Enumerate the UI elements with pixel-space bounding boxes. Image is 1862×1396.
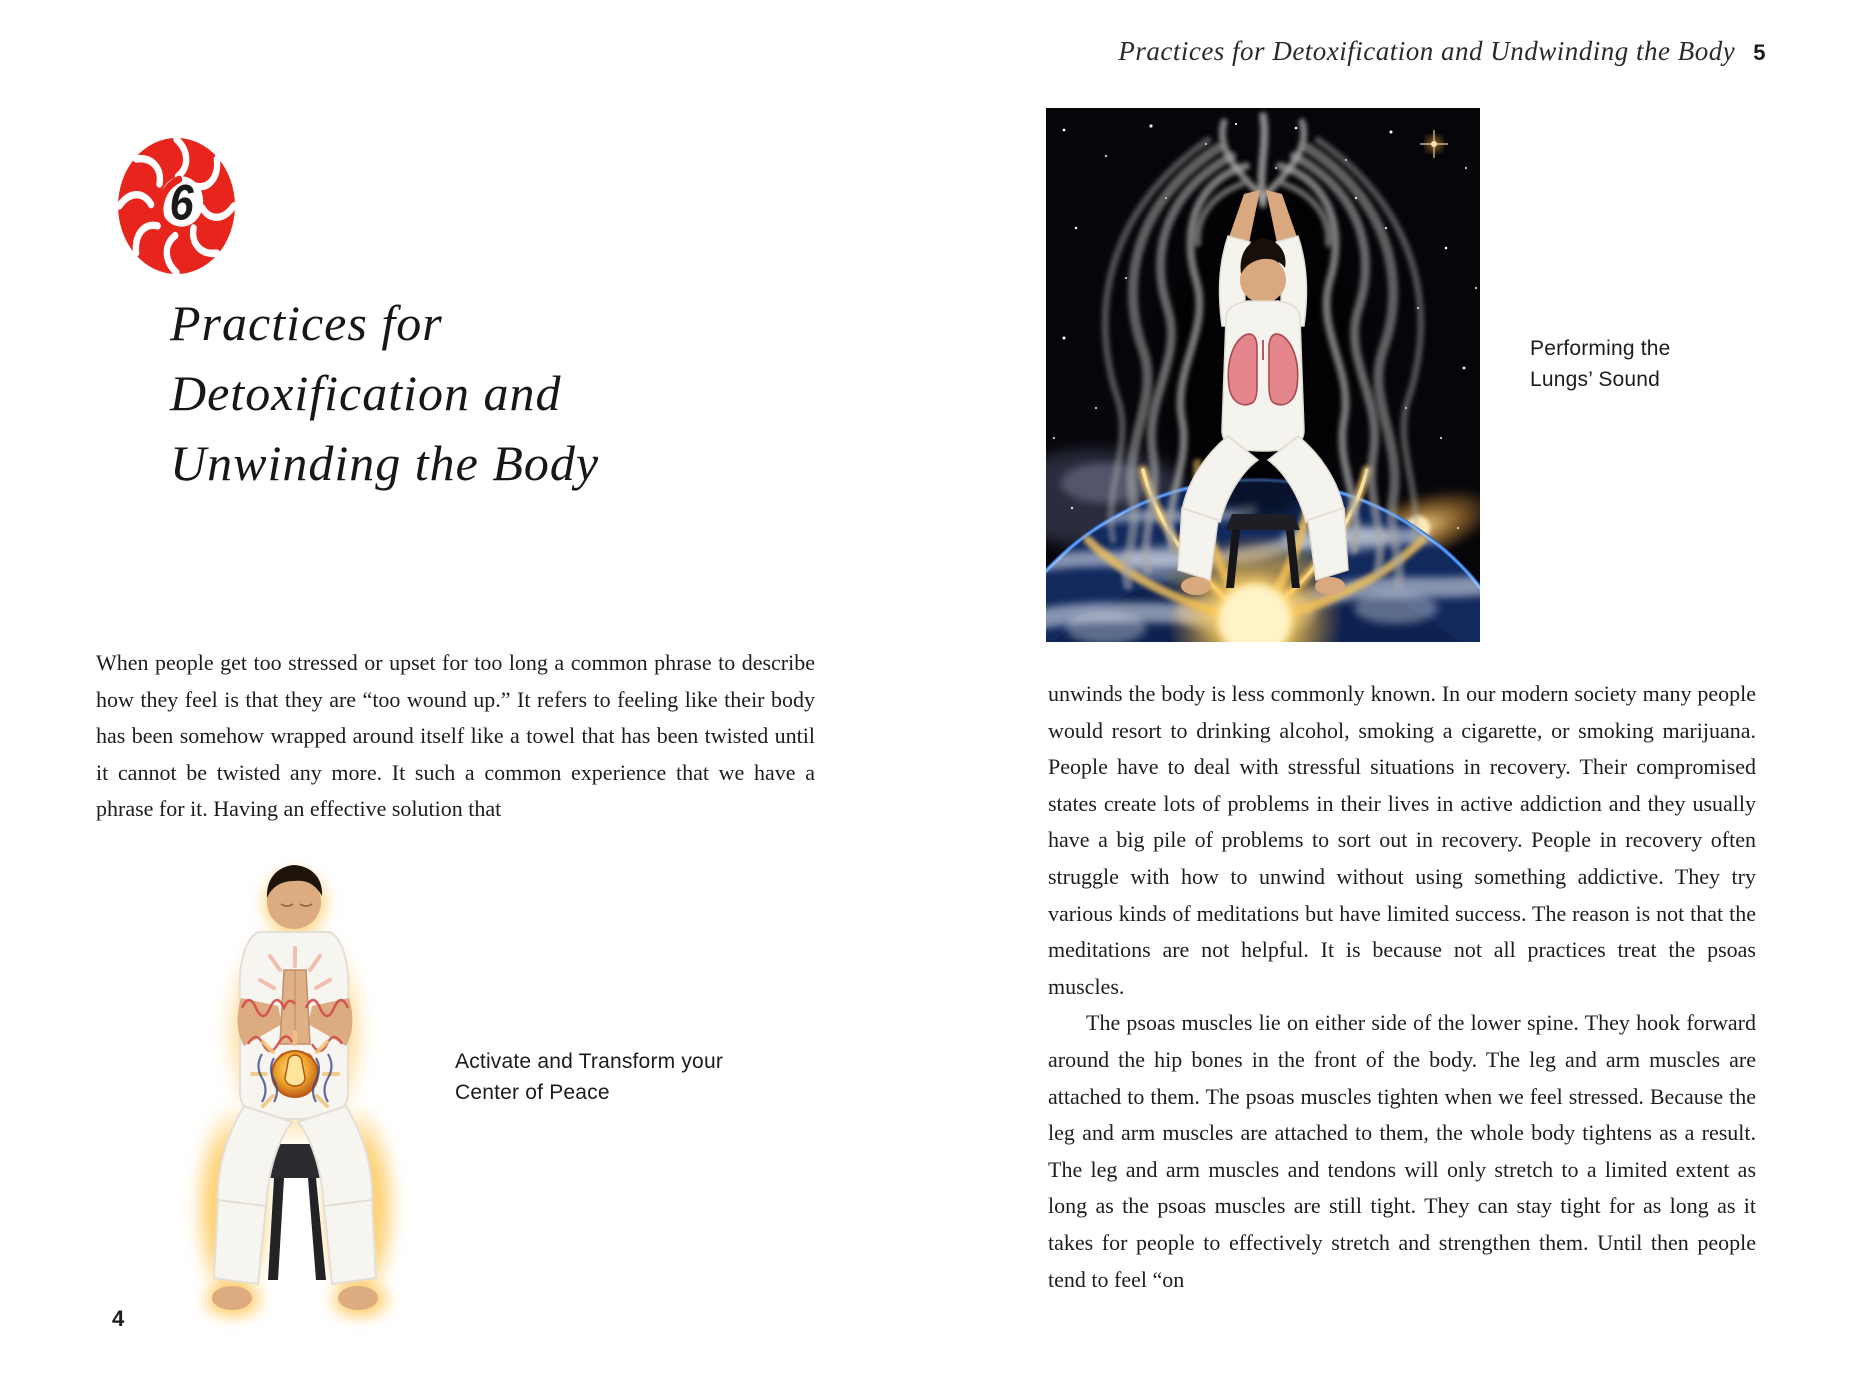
chair-seat: [1226, 514, 1300, 530]
meditating-man-illustration: [178, 848, 412, 1340]
caption-line2: Center of Peace: [455, 1081, 610, 1104]
running-header: [1118, 36, 1766, 67]
caption-line1: Performing the: [1530, 337, 1671, 360]
page-number-left: 4: [112, 1306, 125, 1331]
caption-line2: Lungs’ Sound: [1530, 368, 1661, 391]
left-shin: [1178, 508, 1218, 580]
spiral-sun-icon: [113, 132, 240, 280]
chapter-title: [170, 288, 790, 498]
left-figure-caption: [455, 1046, 755, 1108]
left-page-paragraph: [96, 645, 815, 828]
running-header-title: Practices for Detoxification and Undwinding the Body: [1118, 36, 1736, 66]
right-shin: [1308, 508, 1348, 580]
right-page-text: [1048, 676, 1756, 1298]
center-of-peace-figure: [178, 848, 412, 1340]
left-shin: [214, 1200, 266, 1284]
lungs-sound-figure: [1046, 108, 1480, 642]
left-foot: [1181, 577, 1211, 595]
caption-line1: Activate and Transform your: [455, 1050, 724, 1073]
right-foot: [1315, 577, 1345, 595]
right-figure-caption: [1530, 333, 1770, 395]
chapter-title-line3: Unwinding the Body: [170, 435, 600, 491]
page-number-right: 5: [1753, 40, 1766, 65]
paragraph-2: The psoas muscles lie on either side of the lower spine. They hook forward around the hip bones in the front of the body. The leg and arm muscles are attached to them. The psoas muscles tighten when we feel stressed. Because the leg and arm muscles are attached to them, the whole body tightens as a result. The leg and arm muscles and tendons will only stretch to a limited extent as long as the psoas muscles are still tight. They can stay tight for as long as it takes for people to effectively stretch and strengthen them. Until then people tend to feel “on: [1048, 1010, 1756, 1292]
lungs-sound-illustration: [1046, 108, 1480, 642]
chapter-title-line1: Practices for: [170, 295, 443, 351]
paragraph-text: When people get too stressed or upset for too long a common phrase to describe how they feel is that they are “too wound up.” It refers to feeling like their body has been somehow wrapped around itself like a towel that has been twisted until it cannot be twisted any more. It such a common experience that we have a phrase for it. Having an effective solution that: [96, 650, 815, 822]
left-foot: [212, 1286, 252, 1310]
right-foot: [338, 1286, 378, 1310]
right-shin: [324, 1200, 376, 1284]
chapter-number-badge: [113, 132, 240, 280]
chapter-number: 6: [169, 174, 194, 231]
chapter-title-line2: Detoxification and: [170, 365, 562, 421]
paragraph-1: unwinds the body is less commonly known. In our modern society many people would resort to drinking alcohol, smoking a cigarette, or smoking marijuana. People have to deal with stressful situations in recovery. Their compromised states create lots of problems in their lives in active addiction and they usually have a big pile of problems to sort out in recovery. People in recovery often struggle with how to unwind without using something addictive. They try various kinds of meditations but have limited success. The reason is not that the meditations are not helpful. It is because not all practices treat the psoas muscles.: [1048, 681, 1756, 999]
